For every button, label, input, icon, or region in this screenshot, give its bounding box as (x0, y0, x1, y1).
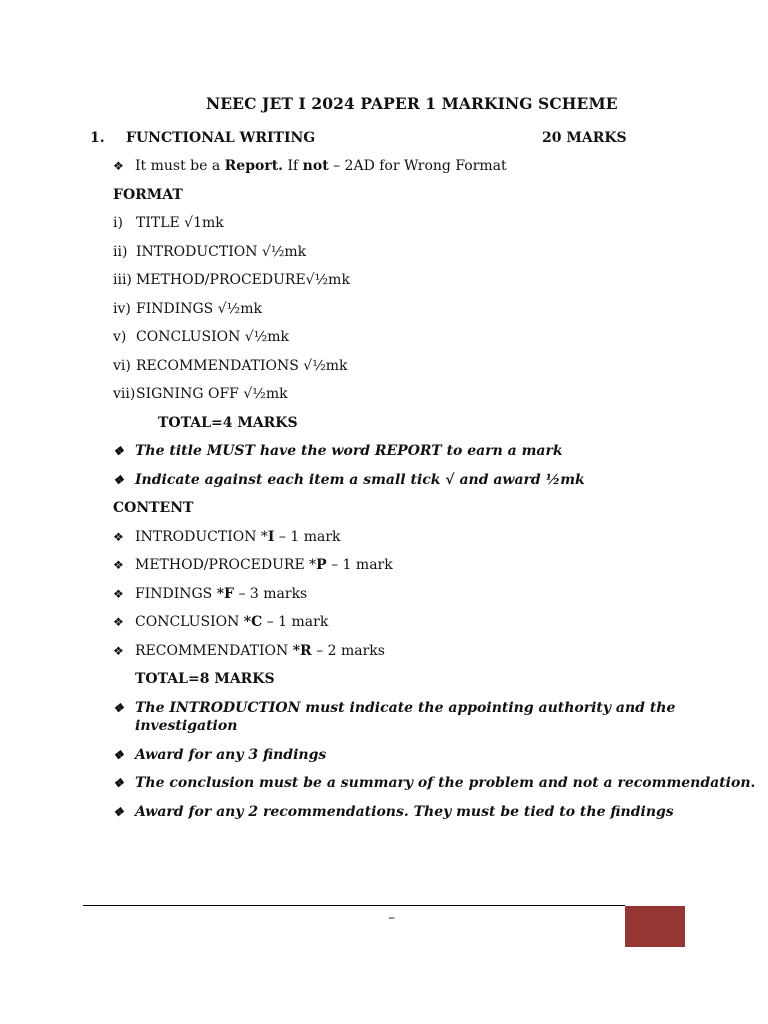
bullet-icon: ❖ (113, 776, 124, 790)
bullet-icon: ❖ (113, 587, 124, 601)
bullet-icon: ❖ (113, 805, 124, 819)
format-item: vii)SIGNING OFF √½mk (113, 386, 288, 402)
content-item: ❖ RECOMMENDATION *R – 2 marks (113, 643, 385, 659)
content-note-continuation: investigation (135, 718, 238, 734)
bullet-icon: ❖ (113, 530, 124, 544)
format-total: TOTAL=4 MARKS (158, 415, 298, 431)
format-item: iii) METHOD/PROCEDURE√½mk (113, 272, 350, 288)
content-total: TOTAL=8 MARKS (135, 671, 275, 687)
bullet-icon: ❖ (113, 558, 124, 572)
format-heading: FORMAT (113, 187, 183, 203)
bullet-icon: ❖ (113, 473, 124, 487)
section-marks: 20 MARKS (542, 130, 627, 146)
content-item: ❖ INTRODUCTION *I – 1 mark (113, 529, 341, 545)
bullet-icon: ❖ (113, 159, 124, 173)
page-title: NEEC JET I 2024 PAPER 1 MARKING SCHEME (206, 94, 618, 113)
content-heading: CONTENT (113, 500, 194, 516)
bullet-icon: ❖ (113, 444, 124, 458)
content-note: ❖ Award for any 2 recommendations. They must be tied to the findings (113, 804, 674, 820)
content-note: ❖ The conclusion must be a summary of the problem and not a recommendation. (113, 775, 756, 791)
format-item: ii) INTRODUCTION √½mk (113, 244, 307, 260)
format-item: iv) FINDINGS √½mk (113, 301, 262, 317)
footer-dash: – (388, 910, 395, 926)
content-note: ❖ The INTRODUCTION must indicate the appointing authority and the (113, 700, 676, 716)
intro-bullet: ❖ It must be a Report. If not – 2AD for Wrong Format (113, 158, 507, 174)
content-item: ❖ FINDINGS *F – 3 marks (113, 586, 308, 602)
format-note: ❖ Indicate against each item a small tick √ and award ½mk (113, 472, 585, 488)
bullet-icon: ❖ (113, 644, 124, 658)
format-item: i) TITLE √1mk (113, 215, 224, 231)
content-item: ❖ METHOD/PROCEDURE *P – 1 mark (113, 557, 393, 573)
format-item: v) CONCLUSION √½mk (113, 329, 290, 345)
footer-accent-box (625, 906, 685, 947)
content-item: ❖ CONCLUSION *C – 1 mark (113, 614, 329, 630)
bullet-icon: ❖ (113, 615, 124, 629)
bullet-icon: ❖ (113, 701, 124, 715)
bullet-icon: ❖ (113, 748, 124, 762)
section-number: 1. (90, 130, 105, 146)
section-name: FUNCTIONAL WRITING (126, 130, 316, 146)
format-item: vi) RECOMMENDATIONS √½mk (113, 358, 348, 374)
footer-rule (83, 905, 625, 906)
content-note: ❖ Award for any 3 findings (113, 747, 327, 763)
format-note: ❖ The title MUST have the word REPORT to earn a mark (113, 443, 563, 459)
